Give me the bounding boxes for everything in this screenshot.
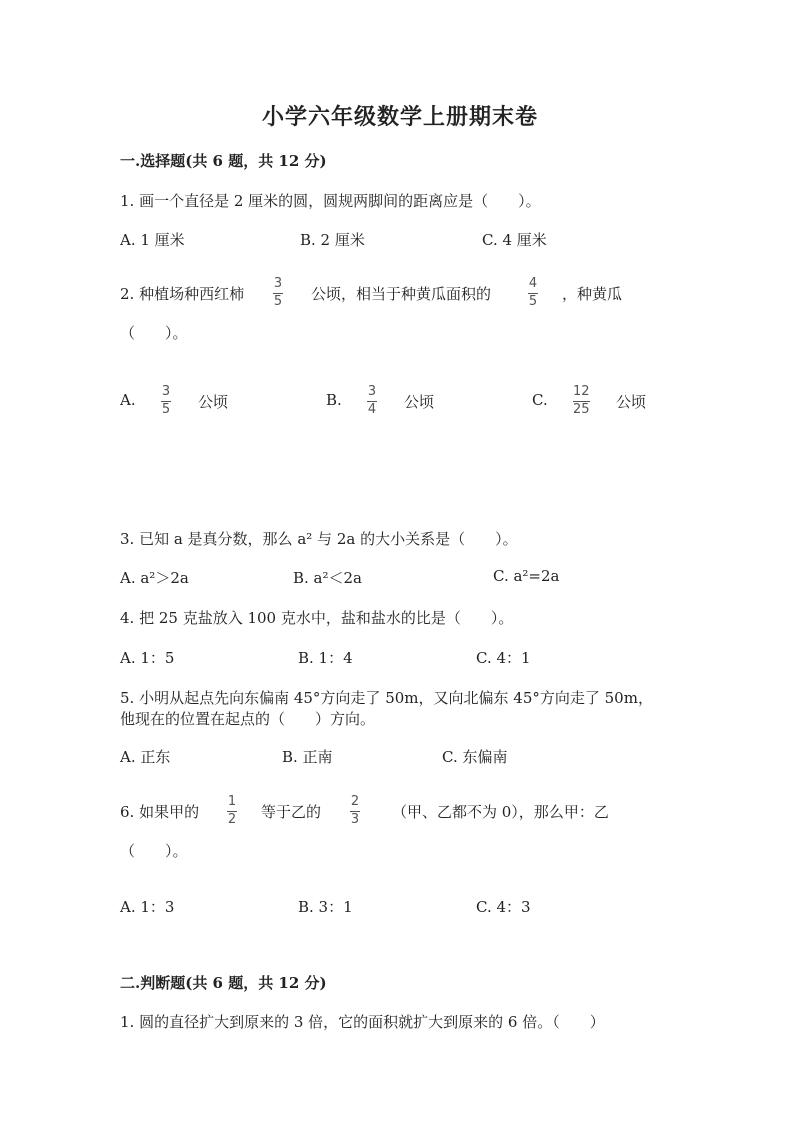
numerator: 12 bbox=[573, 384, 590, 399]
q1-option-c: C. 4 厘米 bbox=[482, 231, 547, 249]
q5-option-a: A. 正东 bbox=[120, 748, 171, 766]
numerator: 3 bbox=[367, 384, 377, 399]
q1-option-b: B. 2 厘米 bbox=[300, 231, 365, 249]
question-5-text-line2: 他现在的位置在起点的（ ）方向。 bbox=[120, 710, 376, 728]
q2-fraction-2-numerator: 4 bbox=[528, 276, 538, 291]
q3-option-b: B. a²＜2a bbox=[293, 569, 363, 587]
q6-option-b: B. 3：1 bbox=[298, 898, 353, 916]
q2-fraction-2-denominator: 5 bbox=[528, 294, 538, 309]
q6-option-c: C. 4：3 bbox=[476, 898, 531, 916]
question-6-text-part1: 6. 如果甲的 bbox=[120, 803, 200, 821]
q2-option-a-unit: 公顷 bbox=[198, 393, 229, 411]
q2-option-b-fraction bbox=[367, 385, 377, 417]
question-1-text: 1. 画一个直径是 2 厘米的圆，圆规两脚间的距离应是（ ）。 bbox=[120, 192, 541, 210]
q2-option-b-unit: 公顷 bbox=[404, 393, 435, 411]
question-6-text-part3: （甲、乙都不为 0），那么甲：乙 bbox=[392, 803, 609, 821]
q5-option-c: C. 东偏南 bbox=[442, 748, 508, 766]
question-4-text: 4. 把 25 克盐放入 100 克水中，盐和盐水的比是（ ）。 bbox=[120, 609, 514, 627]
denominator: 4 bbox=[367, 402, 377, 417]
q2-option-c-letter: C. bbox=[532, 391, 548, 409]
q6-fraction-1 bbox=[227, 795, 237, 827]
question-3-text: 3. 已知 a 是真分数，那么 a² 与 2a 的大小关系是（ ）。 bbox=[120, 530, 518, 548]
q2-option-a-letter: A. bbox=[120, 391, 136, 409]
q2-option-c-unit: 公顷 bbox=[616, 393, 647, 411]
numerator: 3 bbox=[161, 384, 171, 399]
question-6-text-part2: 等于乙的 bbox=[261, 803, 322, 821]
q4-option-b: B. 1：4 bbox=[298, 649, 353, 667]
q2-option-a-fraction bbox=[161, 385, 171, 417]
question-2-text-part1: 2. 种植场种西红柿 bbox=[120, 285, 245, 303]
section-heading-choice: 一.选择题(共 6 题，共 12 分) bbox=[120, 152, 327, 170]
q2-fraction-1-denominator: 5 bbox=[273, 294, 283, 309]
question-2-text-line2: （ ）。 bbox=[120, 324, 188, 342]
numerator: 2 bbox=[350, 794, 360, 809]
denominator: 25 bbox=[573, 402, 590, 417]
question-6-text-line2: （ ）。 bbox=[120, 842, 188, 860]
q2-option-c-fraction bbox=[573, 385, 590, 417]
q1-option-a: A. 1 厘米 bbox=[120, 231, 185, 249]
question-2-text-part3: ，种黄瓜 bbox=[562, 285, 623, 303]
q3-option-a: A. a²＞2a bbox=[120, 569, 189, 587]
q2-fraction-2 bbox=[528, 277, 538, 309]
q3-option-c: C. a²=2a bbox=[493, 567, 560, 585]
denominator: 5 bbox=[161, 402, 171, 417]
q2-fraction-1-numerator: 3 bbox=[273, 276, 283, 291]
denominator: 2 bbox=[227, 812, 237, 827]
question-5-text-line1: 5. 小明从起点先向东偏南 45°方向走了 50m，又向北偏东 45°方向走了 50m， bbox=[120, 689, 653, 707]
q5-option-b: B. 正南 bbox=[282, 748, 333, 766]
page-title: 小学六年级数学上册期末卷 bbox=[261, 104, 538, 130]
numerator: 1 bbox=[227, 794, 237, 809]
q6-option-a: A. 1：3 bbox=[120, 898, 175, 916]
denominator: 3 bbox=[350, 812, 360, 827]
judgment-question-1-text: 1. 圆的直径扩大到原来的 3 倍，它的面积就扩大到原来的 6 倍。（ ） bbox=[120, 1013, 605, 1031]
section-heading-judgment: 二.判断题(共 6 题，共 12 分) bbox=[120, 974, 327, 992]
q4-option-c: C. 4：1 bbox=[476, 649, 531, 667]
question-2-text-part2: 公顷，相当于种黄瓜面积的 bbox=[311, 285, 492, 303]
q4-option-a: A. 1：5 bbox=[120, 649, 175, 667]
q2-option-b-letter: B. bbox=[326, 391, 342, 409]
q2-fraction-1 bbox=[273, 277, 283, 309]
q6-fraction-2 bbox=[350, 795, 360, 827]
